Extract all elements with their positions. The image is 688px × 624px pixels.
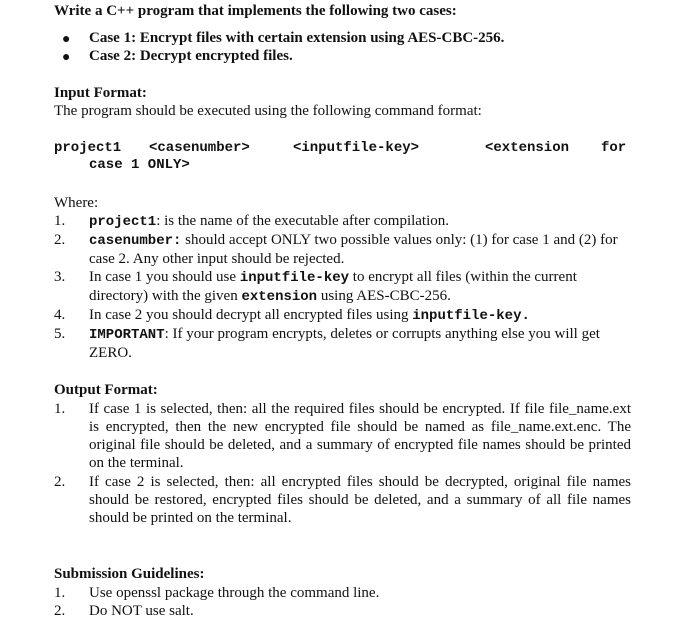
output-format-heading: Output Format: <box>54 382 158 398</box>
where-item-5-text: : If your program encrypts, deletes or corrupts anything else you will get ZERO. <box>89 326 600 361</box>
input-format-heading: Input Format: <box>54 85 147 101</box>
title: Write a C++ program that implements the following two cases: <box>54 3 457 19</box>
where-heading: Where: <box>54 195 99 211</box>
where-item-2 <box>89 231 631 268</box>
where-item-3-mid: to encrypt all files (within the current directory) with the given <box>89 269 577 304</box>
bullet-icon: ● <box>62 50 71 65</box>
where-item-1-text: : is the name of the executable after compilation. <box>156 213 450 229</box>
bullet-icon: ● <box>62 32 71 47</box>
code-inputfile-key-2: inputfile-key. <box>412 308 530 324</box>
where-item-3 <box>89 268 631 306</box>
code-casenumber: casenumber: <box>89 233 182 249</box>
output-item-2: If case 2 is selected, then: all encrypted files should be decrypted, original file names should be restored, encrypted files should be deleted, and a summary of all file names should be printed on the terminal. <box>89 474 631 526</box>
where-item-1 <box>89 212 631 231</box>
cmd-inputfile-key: <inputfile-key> <box>293 140 420 156</box>
input-format-intro: The program should be executed using the following command format: <box>54 103 482 119</box>
code-inputfile-key: inputfile-key <box>239 270 350 286</box>
submission-item-1: Use openssl package through the command line. <box>89 585 380 601</box>
where-num-3: 3. <box>54 269 66 285</box>
case-2: Case 2: Decrypt encrypted files. <box>89 48 293 64</box>
cmd-for: for <box>601 140 627 156</box>
submission-num-1: 1. <box>54 585 66 601</box>
where-item-5 <box>89 325 631 362</box>
where-item-4-pre: In case 2 you should decrypt all encrypted files using <box>89 307 413 323</box>
where-num-1: 1. <box>54 213 66 229</box>
output-num-1: 1. <box>54 401 66 417</box>
cmd-extension: <extension <box>485 140 570 156</box>
output-num-2: 2. <box>54 474 66 490</box>
code-project1: project1 <box>89 214 157 230</box>
where-item-2-text: should accept ONLY two possible values only: (1) for case 1 and (2) for case 2. Any other input should be rejected. <box>89 232 618 267</box>
where-item-3-post: using AES-CBC-256. <box>317 288 451 304</box>
where-num-2: 2. <box>54 232 66 248</box>
output-item-1: If case 1 is selected, then: all the required files should be encrypted. If file file_name.ext is encrypted, then the new encrypted file should be named as file_name.ext.enc. The original file should be deleted, and a summary of encrypted file names should be printed on the terminal. <box>89 401 631 471</box>
where-num-4: 4. <box>54 307 66 323</box>
submission-item-2: Do NOT use salt. <box>89 603 194 619</box>
where-item-4 <box>89 306 631 325</box>
code-extension: extension <box>241 289 318 305</box>
cmd-casenumber: <casenumber> <box>149 140 250 156</box>
submission-heading: Submission Guidelines: <box>54 566 205 582</box>
cmd-program: project1 <box>54 140 122 156</box>
code-important: IMPORTANT <box>89 327 165 343</box>
where-item-3-pre: In case 1 you should use <box>89 269 240 285</box>
where-num-5: 5. <box>54 326 66 342</box>
case-1: Case 1: Encrypt files with certain extension using AES-CBC-256. <box>89 30 505 46</box>
submission-num-2: 2. <box>54 603 66 619</box>
cmd-line2: case 1 ONLY> <box>89 157 190 173</box>
